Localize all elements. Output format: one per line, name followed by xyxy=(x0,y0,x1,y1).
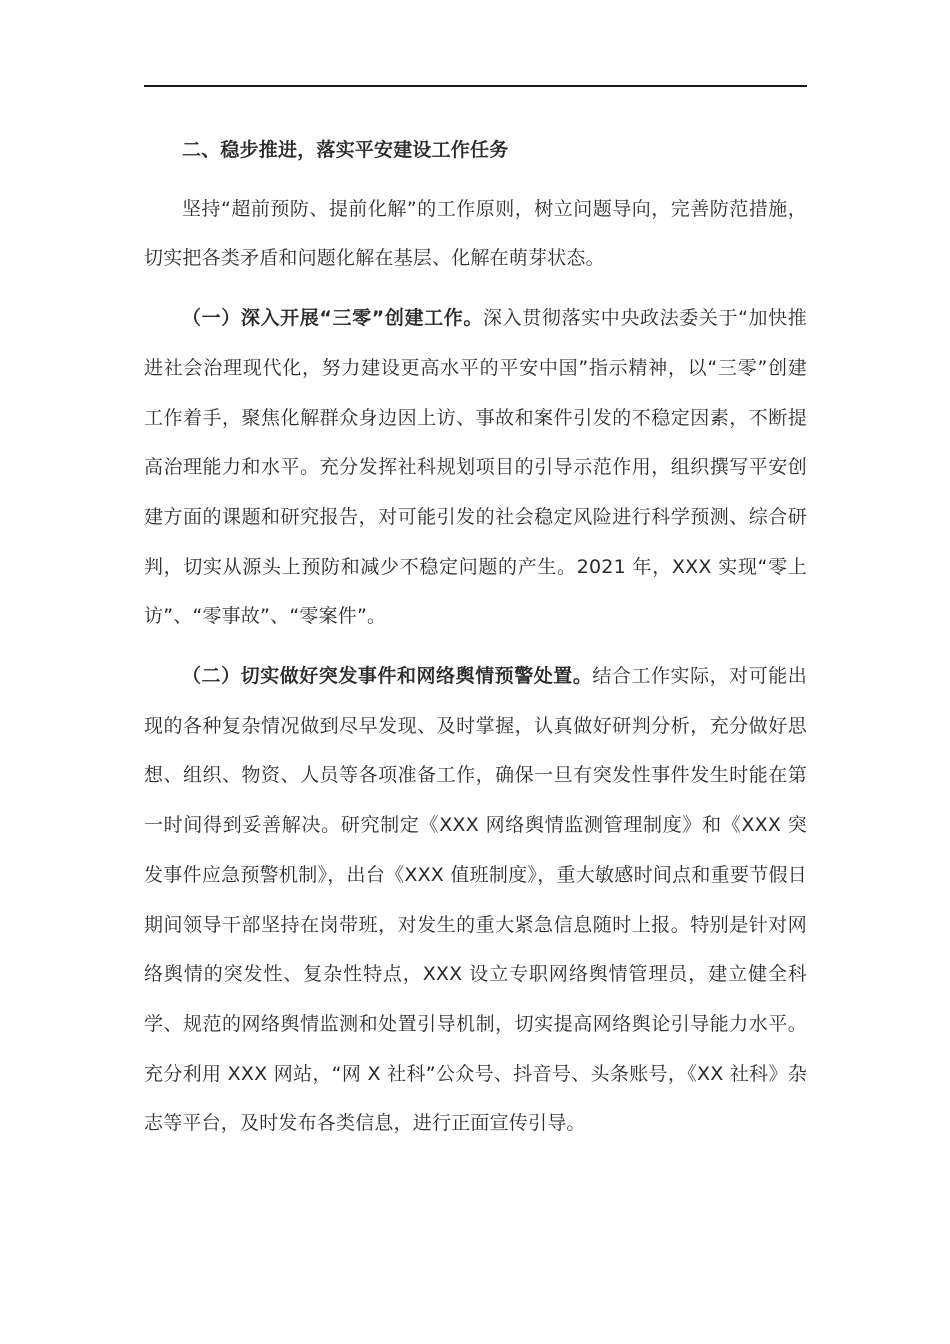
item2-lead: （二）切实做好突发事件和网络舆情预警处置。 xyxy=(182,665,593,688)
item2-paragraph xyxy=(144,652,807,1149)
intro-paragraph: 坚持“超前预防、提前化解”的工作原则，树立问题导向，完善防范措施，切实把各类矛盾和问题化解在基层、化解在萌芽状态。 xyxy=(144,197,807,270)
document-body xyxy=(144,124,807,1149)
item1-paragraph xyxy=(144,294,807,642)
section-heading: 二、稳步推进，落实平安建设工作任务 xyxy=(182,139,509,161)
item1-body: 深入贯彻落实中央政法委关于“加快推进社会治理现代化，努力建设更高水平的平安中国”指示精神，以“三零”创建工作着手，聚焦化解群众身边因上访、事故和案件引发的不稳定因素，不断提高治理能力和水平。充分发挥社科规划项目的引导示范作用，组织撰写平安创建方面的课题和研究报告，对可能引发的社会稳定风险进行科学预测、综合研判，切实从源头上预防和减少不稳定问题的产生。2021 年，XXX 实现“零上访”、“零事故”、“零案件”。 xyxy=(144,307,807,628)
paragraph-spacer xyxy=(144,642,807,652)
header-rule xyxy=(144,85,807,87)
item2-body: 结合工作实际，对可能出现的各种复杂情况做到尽早发现、及时掌握，认真做好研判分析，充分做好思想、组织、物资、人员等各项准备工作，确保一旦有突发性事件发生时能在第一时间得到妥善解决。研究制定《XXX 网络舆情监测管理制度》和《XXX 突发事件应急预警机制》，出台《XXX 值班制度》，重大敏感时间点和重要节假日期间领导干部坚持在岗带班，对发生的重大紧急信息随时上报。特别是针对网络舆情的突发性、复杂性特点，XXX 设立专职网络舆情管理员，建立健全科学、规范的网络舆情监测和处置引导机制，切实提高网络舆论引导能力水平。充分利用 XXX 网站，“网 X 社科”公众号、抖音号、头条账号，《XX 社科》杂志等平台，及时发布各类信息，进行正面宣传引导。 xyxy=(144,665,808,1135)
paragraph-spacer xyxy=(144,284,807,294)
item1-lead: （一）深入开展“三零”创建工作。 xyxy=(182,307,483,330)
